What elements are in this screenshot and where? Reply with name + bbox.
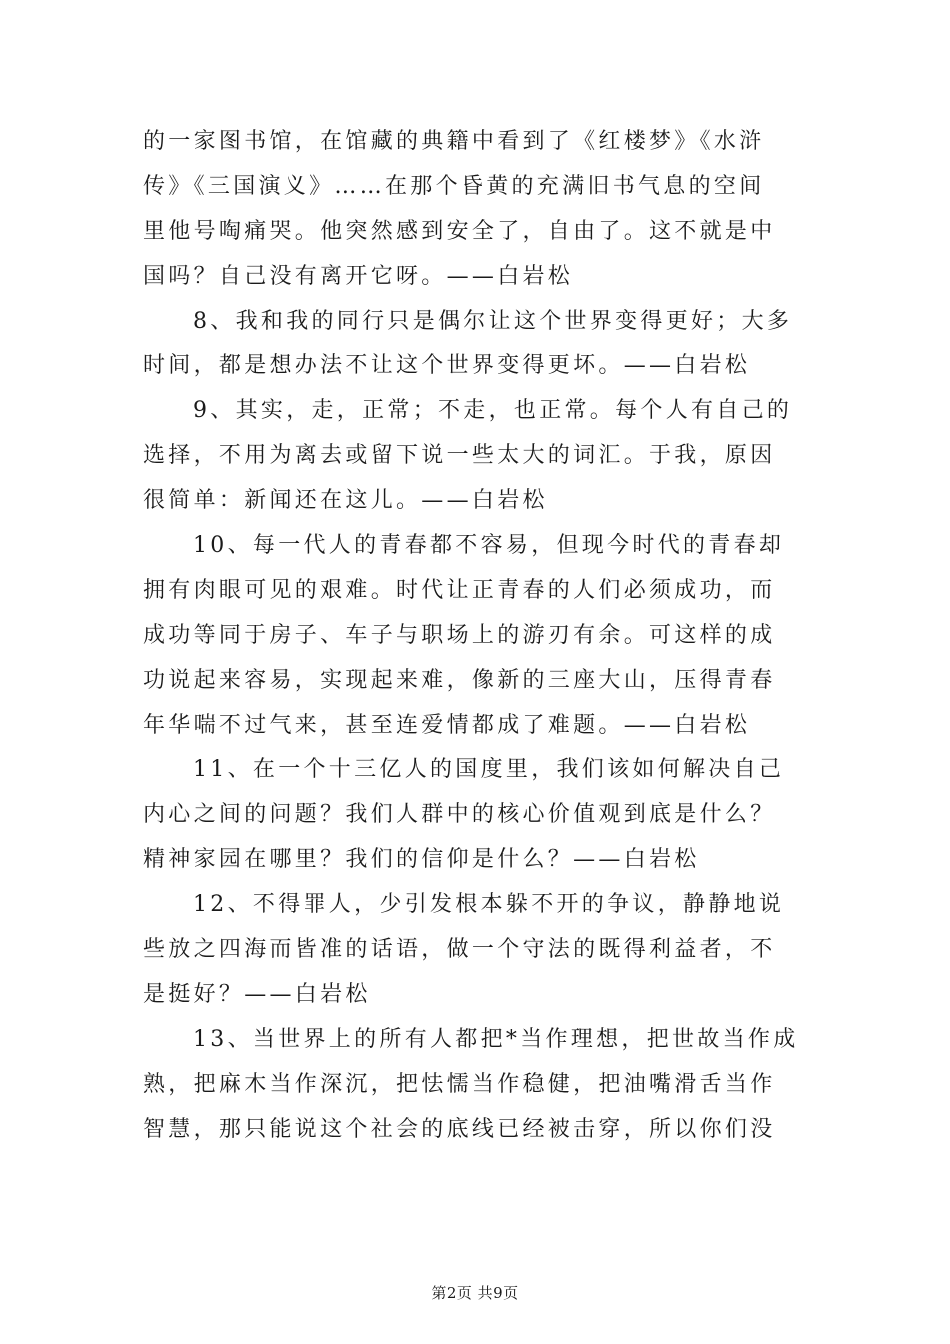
text-line: 的一家图书馆，在馆藏的典籍中看到了《红楼梦》《水浒 — [143, 129, 765, 154]
quote-13-line: 13、当世界上的所有人都把*当作理想，把世故当作成 — [193, 1026, 799, 1052]
text-line: 功说起来容易，实现起来难，像新的三座大山，压得青春 — [143, 667, 776, 693]
text-line: 传》《三国演义》……在那个昏黄的充满旧书气息的空间 — [143, 173, 765, 199]
text-line: 很简单：新闻还在这儿。——白岩松 — [143, 488, 548, 514]
quote-12-line: 12、不得罪人，少引发根本躲不开的争议，静静地说 — [193, 892, 785, 918]
text-line: 时间，都是想办法不让这个世界变得更坏。——白岩松 — [143, 353, 751, 379]
quote-8-line: 8、我和我的同行只是偶尔让这个世界变得更好；大多 — [193, 308, 793, 334]
text-line: 选择，不用为离去或留下说一些太大的词汇。于我，原因 — [143, 443, 776, 469]
text-line: 是挺好？——白岩松 — [143, 981, 371, 1007]
page-number: 第2页 共9页 — [431, 1284, 519, 1302]
text-line: 熟，把麻木当作深沉，把怯懦当作稳健，把油嘴滑舌当作 — [143, 1071, 776, 1097]
quote-9-line: 9、其实，走，正常；不走，也正常。每个人有自己的 — [193, 398, 793, 424]
text-line: 内心之间的问题？我们人群中的核心价值观到底是什么？ — [143, 802, 776, 828]
text-line: 里他号啕痛哭。他突然感到安全了，自由了。这不就是中 — [143, 218, 776, 244]
text-line: 些放之四海而皆准的话语，做一个守法的既得利益者，不 — [143, 937, 776, 963]
text-line: 智慧，那只能说这个社会的底线已经被击穿，所以你们没 — [143, 1116, 776, 1142]
text-line: 精神家园在哪里？我们的信仰是什么？——白岩松 — [143, 847, 700, 873]
text-line: 拥有肉眼可见的艰难。时代让正青春的人们必须成功，而 — [143, 577, 776, 603]
text-line: 成功等同于房子、车子与职场上的游刃有余。可这样的成 — [143, 622, 776, 648]
quote-11-line: 11、在一个十三亿人的国度里，我们该如何解决自己 — [193, 757, 785, 783]
body-text — [143, 120, 813, 1152]
text-line: 年华喘不过气来，甚至连爱情都成了难题。——白岩松 — [143, 712, 751, 738]
quote-10-line: 10、每一代人的青春都不容易，但现今时代的青春却 — [193, 533, 785, 559]
text-line: 国吗？自己没有离开它呀。——白岩松 — [143, 263, 574, 289]
